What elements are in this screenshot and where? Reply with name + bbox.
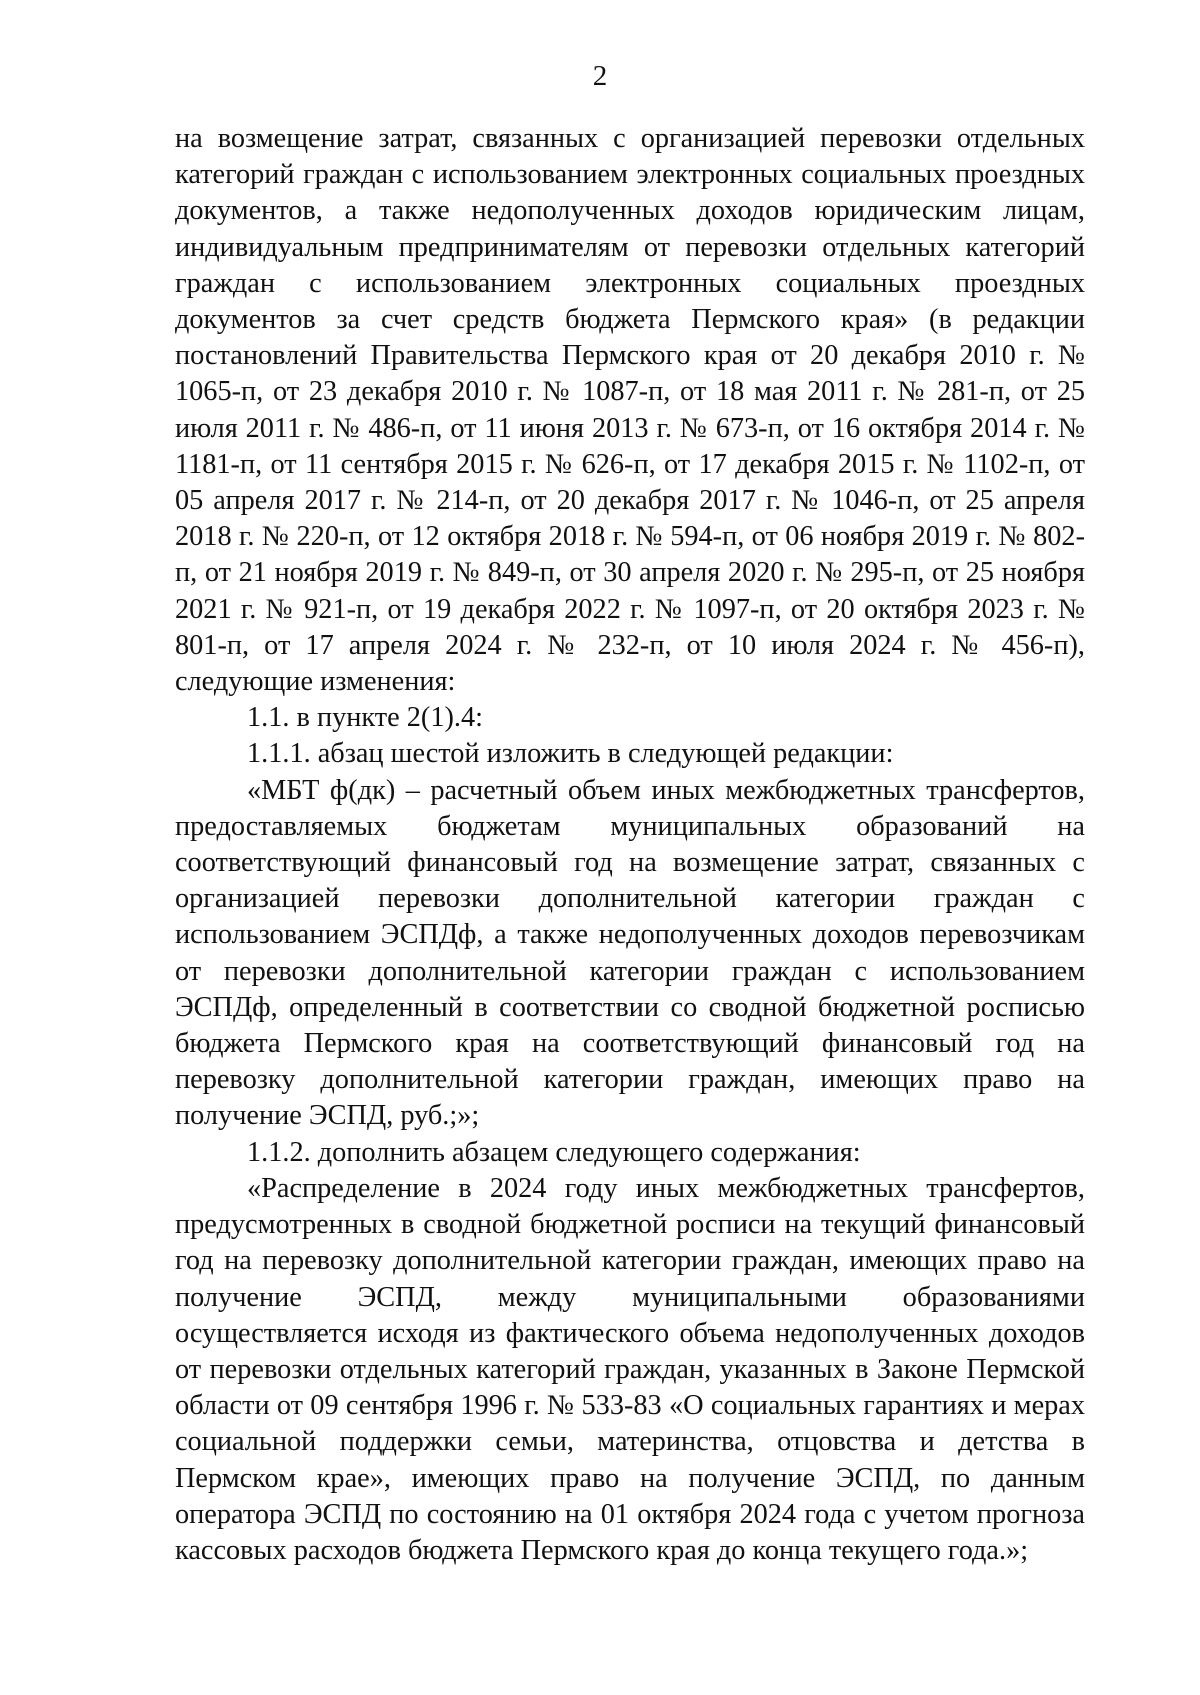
paragraph-amendment-intro: на возмещение затрат, связанных с организацией перевозки отдельных категорий граждан с использованием электронных социальных проездных документов, а также недополученных доходов юридическим лицам, индивидуальным предпринимателям от перевозки отдельных категорий граждан с использованием электронных социальных проездных документов за счет средств бюджета Пермского края» (в редакции постановлений Правительства Пермского края от 20 декабря 2010 г. № 1065-п, от 23 декабря 2010 г. № 1087-п, от 18 мая 2011 г. № 281-п, от 25 июля 2011 г. № 486-п, от 11 июня 2013 г. № 673-п, от 16 октября 2014 г. № 1181-п, от 11 сентября 2015 г. № 626-п, от 17 декабря 2015 г. № 1102-п, от 05 апреля 2017 г. № 214-п, от 20 декабря 2017 г. № 1046-п, от 25 апреля 2018 г. № 220-п, от 12 октября 2018 г. № 594-п, от 06 ноября 2019 г. № 802-п, от 21 ноября 2019 г. № 849-п, от 30 апреля 2020 г. № 295-п, от 25 ноября 2021 г. № 921-п, от 19 декабря 2022 г. № 1097-п, от 20 октября 2023 г. № 801-п, от 17 апреля 2024 г. № 232-п, от 10 июля 2024 г. № 456-п), следующие изменения: — [175, 123, 1085, 698]
paragraph-item-1-1-2: 1.1.2. дополнить абзацем следующего содержания: — [247, 1136, 861, 1168]
paragraph-distribution-2024: «Распределение в 2024 году иных межбюджетных трансфертов, предусмотренных в сводной бюджетной росписи на текущий финансовый год на перевозку дополнительной категории граждан, имеющих право на получение ЭСПД, между муниципальными образованиями осуществляется исходя из фактического объема недополученных доходов от перевозки отдельных категорий граждан, указанных в Законе Пермской области от 09 сентября 1996 г. № 533-83 «О социальных гарантиях и мерах социальной поддержки семьи, материнства, отцовства и детства в Пермском крае», имеющих право на получение ЭСПД, по данным оператора ЭСПД по состоянию на 01 октября 2024 года с учетом прогноза кассовых расходов бюджета Пермского края до конца текущего года.»; — [175, 1172, 1085, 1566]
paragraph-item-1-1: 1.1. в пункте 2(1).4: — [247, 702, 483, 734]
page-number: 2 — [592, 60, 608, 92]
paragraph-mbt-definition: «МБТ ф(дк) – расчетный объем иных межбюджетных трансфертов, предоставляемых бюджетам муниципальных образований на соответствующий финансовый год на возмещение затрат, связанных с организацией перевозки дополнительной категории граждан с использованием ЭСПДф, а также недополученных доходов перевозчикам от перевозки дополнительной категории граждан с использованием ЭСПДф, определенный в соответствии со сводной бюджетной росписью бюджета Пермского края на соответствующий финансовый год на перевозку дополнительной категории граждан, имеющих право на получение ЭСПД, руб.;»; — [175, 774, 1085, 1132]
paragraph-item-1-1-1: 1.1.1. абзац шестой изложить в следующей редакции: — [247, 738, 894, 770]
document-body — [175, 121, 1085, 1569]
